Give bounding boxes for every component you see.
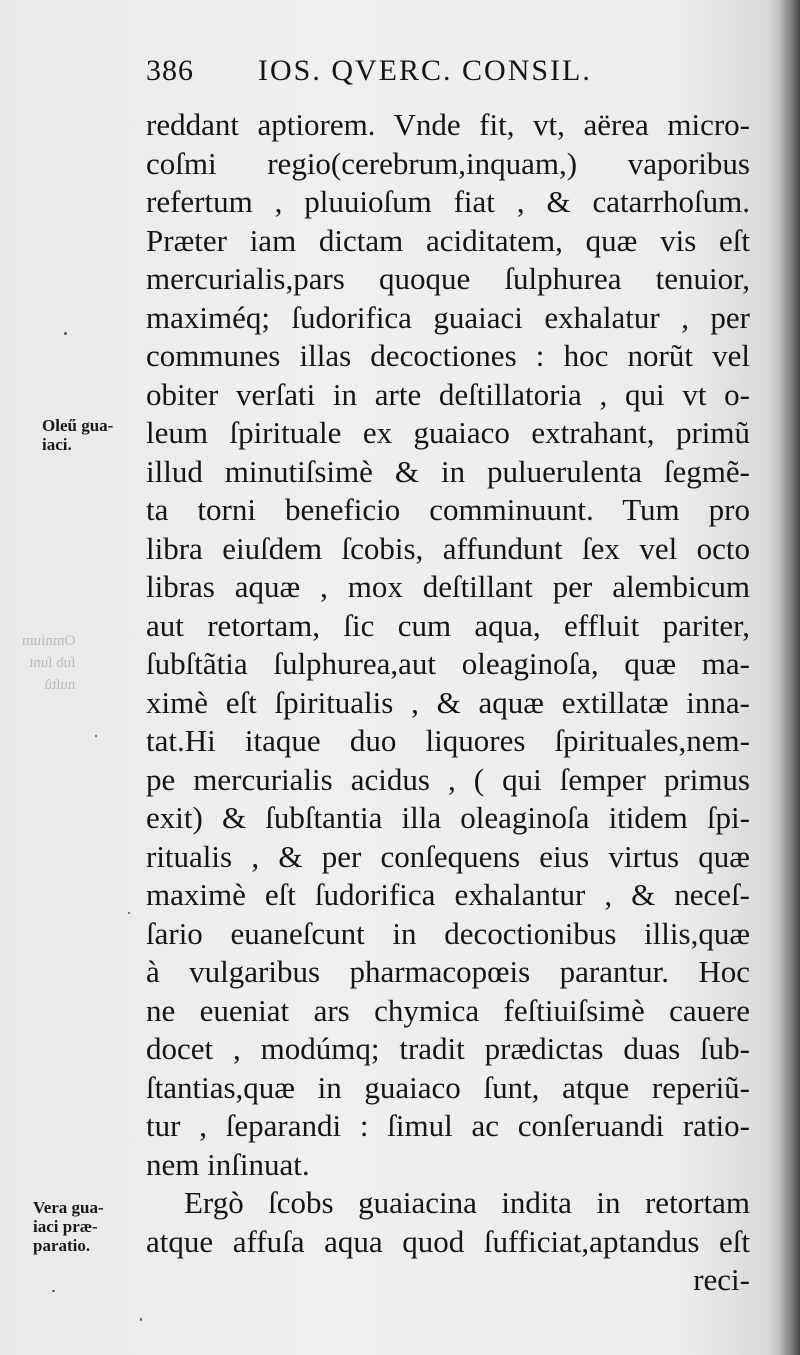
- text-line: ſtantias,quæ in guaiaco ſunt, atque reperiũ-: [146, 1069, 750, 1105]
- text-line: à vulgaribus pharmacopœis parantur. Hoc: [146, 954, 750, 989]
- text-line: ne eueniat ars chymica feſtiuiſsimè cauere: [146, 992, 750, 1028]
- text-line: exit) & ſubſtantia illa oleaginoſa itidem ſpi-: [146, 800, 750, 835]
- text-line: ſubſtãtia ſulphurea,aut oleaginoſa, quæ ma-: [146, 646, 750, 681]
- ink-speck: [128, 912, 130, 914]
- text-line: ritualis , & per conſequens eius virtus quæ: [146, 838, 750, 874]
- text-line: pe mercurialis acidus , ( qui ſemper primus: [146, 761, 750, 797]
- text-line: maximè eſt ſudorifica exhalantur , & neceſ-: [146, 877, 750, 912]
- marginal-note-vera: [33, 1198, 104, 1255]
- text-line: illud minutiſsimè & in puluerulenta ſegmẽ-: [146, 453, 750, 489]
- marginal-note-line: Vera gua-: [33, 1198, 104, 1217]
- ink-speck: [95, 735, 97, 737]
- show-through-text: Omnium ſub ſunt nuſtũ: [22, 633, 76, 693]
- text-line: tur , ſeparandi : ſimul ac conſeruandi ratio-: [146, 1108, 750, 1143]
- text-line: docet , modúmq; tradit prædictas duas ſub-: [146, 1031, 750, 1066]
- running-title: IOS. QVERC. CONSIL.: [258, 54, 592, 87]
- text-line: tat.Hi itaque duo liquores ſpirituales,nem-: [146, 723, 750, 758]
- text-line: ſario euaneſcunt in decoctionibus illis,quæ: [146, 915, 750, 951]
- text-line: libra eiuſdem ſcobis, affundunt ſex vel octo: [146, 530, 750, 566]
- marginal-note-oleum: [42, 416, 113, 454]
- body-text: [146, 106, 750, 1300]
- catchword: reci-: [693, 1262, 750, 1297]
- text-line: mercurialis,pars quoque ſulphurea tenuior,: [146, 261, 750, 296]
- text-line: leum ſpirituale ex guaiaco extrahant, primũ: [146, 415, 750, 450]
- text-line: refertum , pluuioſum fiat , & catarrhoſum.: [146, 184, 750, 219]
- text-line: ta torni beneficio comminuunt. Tum pro: [146, 492, 750, 527]
- marginal-note-line: Oleű gua-: [42, 416, 114, 435]
- page-edge-shadow: [778, 0, 800, 1355]
- page-number: 386: [146, 54, 194, 87]
- marginal-note-line: iaci.: [42, 435, 72, 454]
- text-line: Ergò ſcobs guaiacina indita in retortam: [184, 1185, 750, 1220]
- text-line: ximè eſt ſpiritualis , & aquæ extillatæ inna-: [146, 684, 750, 720]
- ink-speck: [52, 1290, 55, 1292]
- text-line: libras aquæ , mox deſtillant per alembicum: [146, 569, 750, 604]
- marginal-note-line: iaci præ-: [33, 1217, 98, 1236]
- text-line: maximéq; ſudorifica guaiaci exhalatur , per: [146, 299, 750, 335]
- text-line: aut retortam, ſic cum aqua, effluit pariter,: [146, 607, 750, 643]
- ink-speck: [64, 332, 67, 335]
- text-line: Præter iam dictam aciditatem, quæ vis eſt: [146, 222, 750, 258]
- text-line: atque affuſa aqua quod ſufficiat,aptandus eſt: [146, 1223, 750, 1259]
- marginal-note-line: paratio.: [33, 1236, 91, 1255]
- text-line: nem inſinuat.: [146, 1146, 310, 1182]
- ink-speck: [140, 1318, 142, 1321]
- page-header: [140, 54, 740, 94]
- text-line: communes illas decoctiones : hoc norũt vel: [146, 338, 750, 373]
- text-line: reddant aptiorem. Vnde fit, vt, aërea micro-: [146, 107, 750, 142]
- text-line: obiter verſati in arte deſtillatoria , qui vt o-: [146, 376, 750, 412]
- text-line: coſmi regio(cerebrum,inquam,) vaporibus: [146, 145, 750, 181]
